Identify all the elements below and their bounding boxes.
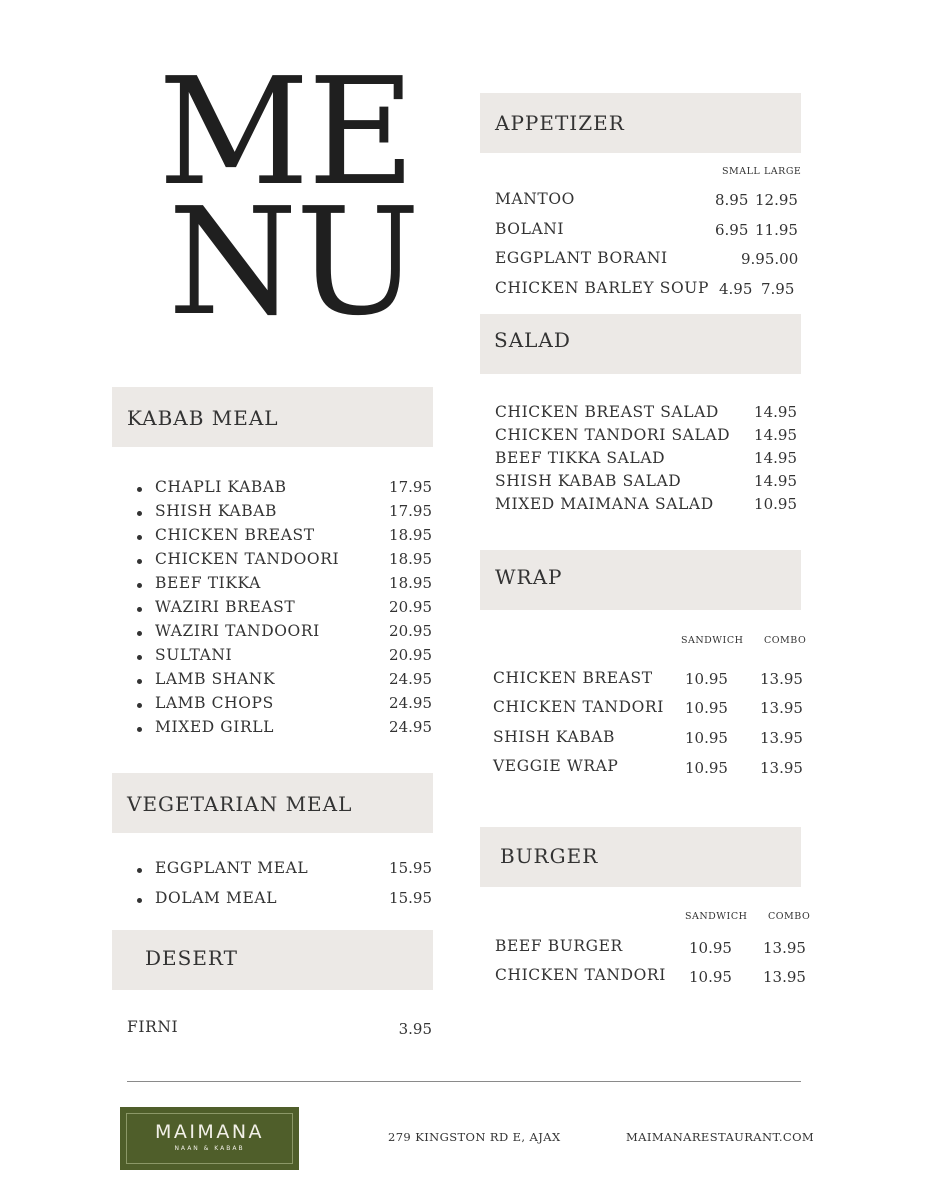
item-name: SHISH KABAB: [493, 728, 616, 746]
item-price-sandwich: 10.95: [685, 759, 728, 777]
appetizer-heading: APPETIZER: [495, 111, 625, 135]
item-price: 10.95: [754, 495, 797, 513]
logo-name: MAIMANA: [154, 1121, 265, 1143]
appetizer-col-small: SMALL: [722, 166, 761, 177]
burger-col-combo: COMBO: [768, 911, 811, 922]
item-price: 20.95: [389, 598, 432, 616]
item-price: 18.95: [389, 574, 432, 592]
item-name: SHISH KABAB SALAD: [495, 472, 682, 490]
kabab-meal-list: [112, 478, 434, 738]
item-price-sandwich: 10.95: [685, 729, 728, 747]
appetizer-header: [480, 93, 801, 153]
item-name: CHICKEN TANDOORI: [155, 550, 340, 568]
item-name: CHICKEN BREAST: [493, 669, 653, 687]
item-price: 14.95: [754, 449, 797, 467]
salad-header: [480, 314, 801, 374]
item-price: 17.95: [389, 502, 432, 520]
kabab-meal-header: [112, 387, 433, 447]
burger-list: [480, 937, 806, 989]
item-name: VEGGIE WRAP: [493, 757, 619, 775]
item-name: BEEF TIKKA: [155, 574, 261, 592]
item-price-combo: 13.95: [760, 759, 803, 777]
footer-divider: [127, 1081, 801, 1082]
item-name: MANTOO: [495, 190, 575, 208]
item-name: CHICKEN BREAST SALAD: [495, 403, 719, 421]
item-name: WAZIRI BREAST: [155, 598, 296, 616]
item-price: 9.95.00: [741, 250, 799, 268]
logo-subtitle: NAAN & KABAB: [174, 1145, 245, 1152]
item-price: 15.95: [389, 889, 432, 907]
item-name: LAMB CHOPS: [155, 694, 274, 712]
vegetarian-meal-list: [112, 859, 434, 909]
item-name: BOLANI: [495, 220, 565, 238]
item-price-small: 6.95: [715, 221, 749, 239]
item-price-combo: 13.95: [760, 670, 803, 688]
item-price: 17.95: [389, 478, 432, 496]
item-name: CHICKEN BREAST: [155, 526, 315, 544]
item-price-large: 7.95: [761, 280, 795, 298]
item-price-sandwich: 10.95: [685, 699, 728, 717]
item-name: EGGPLANT BORANI: [495, 249, 668, 267]
item-price-combo: 13.95: [763, 939, 806, 957]
item-name: SHISH KABAB: [155, 502, 278, 520]
appetizer-list: [480, 190, 801, 300]
item-price: 18.95: [389, 526, 432, 544]
item-price-sandwich: 10.95: [689, 968, 732, 986]
item-name: CHICKEN BARLEY SOUP: [495, 279, 709, 297]
salad-list: [480, 403, 801, 519]
item-price-sandwich: 10.95: [685, 670, 728, 688]
maimana-logo: [120, 1107, 299, 1170]
item-name: CHICKEN TANDORI SALAD: [495, 426, 731, 444]
item-price: 20.95: [389, 622, 432, 640]
item-price-large: 12.95: [755, 191, 798, 209]
item-price-combo: 13.95: [763, 968, 806, 986]
item-price: 24.95: [389, 718, 432, 736]
item-name: BEEF BURGER: [495, 937, 623, 955]
item-name: CHAPLI KABAB: [155, 478, 287, 496]
item-name: MIXED MAIMANA SALAD: [495, 495, 714, 513]
item-price-small: 4.95: [719, 280, 753, 298]
burger-heading: BURGER: [500, 844, 599, 868]
item-name: LAMB SHANK: [155, 670, 276, 688]
item-price: 24.95: [389, 694, 432, 712]
item-price-combo: 13.95: [760, 729, 803, 747]
item-price: 24.95: [389, 670, 432, 688]
burger-col-sandwich: SANDWICH: [685, 911, 748, 922]
item-name: CHICKEN TANDORI: [493, 698, 664, 716]
item-name: EGGPLANT MEAL: [155, 859, 309, 877]
item-name: SULTANI: [155, 646, 233, 664]
item-price: 20.95: [389, 646, 432, 664]
item-name: FIRNI: [127, 1018, 179, 1036]
item-price-sandwich: 10.95: [689, 939, 732, 957]
item-price-large: 11.95: [755, 221, 798, 239]
appetizer-col-large: LARGE: [764, 166, 802, 177]
item-price: 18.95: [389, 550, 432, 568]
kabab-meal-heading: KABAB MEAL: [127, 406, 279, 430]
menu-title-line2: NU: [168, 176, 419, 348]
item-price: 14.95: [754, 472, 797, 490]
item-price-combo: 13.95: [760, 699, 803, 717]
item-name: BEEF TIKKA SALAD: [495, 449, 666, 467]
wrap-heading: WRAP: [495, 565, 563, 589]
salad-heading: SALAD: [494, 328, 571, 352]
item-name: DOLAM MEAL: [155, 889, 278, 907]
burger-header: [480, 827, 801, 887]
item-price: 15.95: [389, 859, 432, 877]
wrap-col-sandwich: SANDWICH: [681, 635, 744, 646]
desert-heading: DESERT: [145, 946, 238, 970]
address: 279 KINGSTON RD E, AJAX: [388, 1130, 561, 1144]
item-name: MIXED GIRLL: [155, 718, 275, 736]
menu-title-line1: ME: [158, 46, 414, 218]
item-price: 3.95: [398, 1020, 432, 1038]
item-name: WAZIRI TANDOORI: [155, 622, 320, 640]
vegetarian-meal-heading: VEGETARIAN MEAL: [127, 792, 353, 816]
item-price-small: 8.95: [715, 191, 749, 209]
item-price: 14.95: [754, 403, 797, 421]
wrap-header: [480, 550, 801, 610]
item-name: CHICKEN TANDORI: [495, 966, 666, 984]
website-link[interactable]: MAIMANARESTAURANT.COM: [626, 1130, 815, 1144]
wrap-col-combo: COMBO: [764, 635, 807, 646]
wrap-list: [480, 669, 801, 781]
item-price: 14.95: [754, 426, 797, 444]
desert-header: [112, 930, 433, 990]
vegetarian-meal-header: [112, 773, 433, 833]
desert-list: [112, 1018, 434, 1042]
